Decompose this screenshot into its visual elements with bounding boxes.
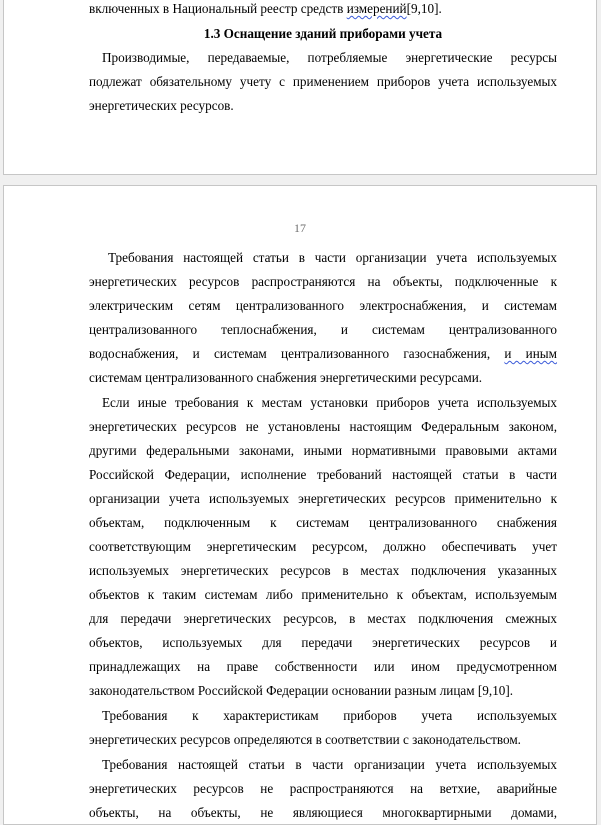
text-run: [9,10]. — [406, 1, 442, 16]
paragraph-line: объекты, на объекты, не являющиеся многоквартирными домами, — [89, 805, 557, 820]
paragraph-line — [89, 346, 557, 362]
carry-over-line — [89, 1, 557, 17]
text-run: включенных в Национальный реестр средств — [89, 1, 347, 16]
paragraph-line: для передачи энергетических ресурсов, в местах подключения смежных — [89, 611, 557, 626]
paragraph-line: другими федеральными законами, иными нормативными правовыми актами — [89, 443, 557, 458]
paragraph-line: объектам, подключенным к системам централизованного снабжения — [89, 515, 557, 530]
paragraph-line: организации учета используемых энергетических ресурсов применительно к — [89, 491, 557, 506]
paragraph-line: соответствующим энергетическим ресурсом, должно обеспечивать учет — [89, 539, 557, 554]
spellcheck-word[interactable]: измерений — [346, 1, 407, 16]
paragraph-line: энергетических ресурсов распространяются на объекты, подключенные к — [89, 274, 557, 289]
paragraph-line: Требования к характеристикам приборов учета используемых — [102, 708, 557, 723]
section-heading: 1.3 Оснащение зданий приборами учета — [203, 26, 443, 41]
page-number: 17 — [294, 221, 306, 235]
paragraph-line: энергетических ресурсов. — [89, 98, 234, 113]
paragraph-line: Если иные требования к местам установки приборов учета используемых — [102, 395, 557, 410]
paragraph-line: централизованного теплоснабжения, и системам централизованного — [89, 322, 557, 337]
paragraph-line: электрическим сетям централизованного электроснабжения, и системам — [89, 298, 557, 313]
paragraph-line: используемых энергетических ресурсов в местах подключения указанных — [89, 563, 557, 578]
paragraph-line: энергетических ресурсов определяются в соответствии с законодательством. — [89, 732, 521, 747]
document-page-17 — [3, 185, 597, 825]
paragraph-line: принадлежащих на праве собственности или ином предусмотренном — [89, 659, 557, 674]
paragraph-line: системам централизованного снабжения энергетическими ресурсами. — [89, 370, 483, 385]
paragraph-line: Требования настоящей статьи в части организации учета используемых — [108, 250, 557, 265]
paragraph-line: энергетических ресурсов не установлены настоящим Федеральным законом, — [89, 419, 557, 434]
paragraph-line: объектов к таким системам либо применительно к объектам, используемым — [89, 587, 557, 602]
text-run: водоснабжения, и системам централизованного газоснабжения, — [89, 346, 505, 361]
paragraph-line: законодательством Российской Федерации основании разным лицам [9,10]. — [89, 683, 514, 698]
paragraph-line: энергетических ресурсов не распространяются на ветхие, аварийные — [89, 781, 557, 796]
paragraph-line: Российской Федерации, исполнение требований настоящей статьи в части — [89, 467, 557, 482]
paragraph-line: Требования настоящей статьи в части организации учета используемых — [102, 757, 557, 772]
paragraph-line: подлежат обязательному учету с применением приборов учета используемых — [89, 74, 557, 89]
paragraph-line: Производимые, передаваемые, потребляемые энергетические ресурсы — [102, 50, 557, 65]
paragraph-line: объектов, используемых для передачи энергетических ресурсов и — [89, 635, 557, 650]
document-page-16 — [3, 0, 597, 175]
spellcheck-phrase[interactable]: и иным — [504, 346, 558, 361]
